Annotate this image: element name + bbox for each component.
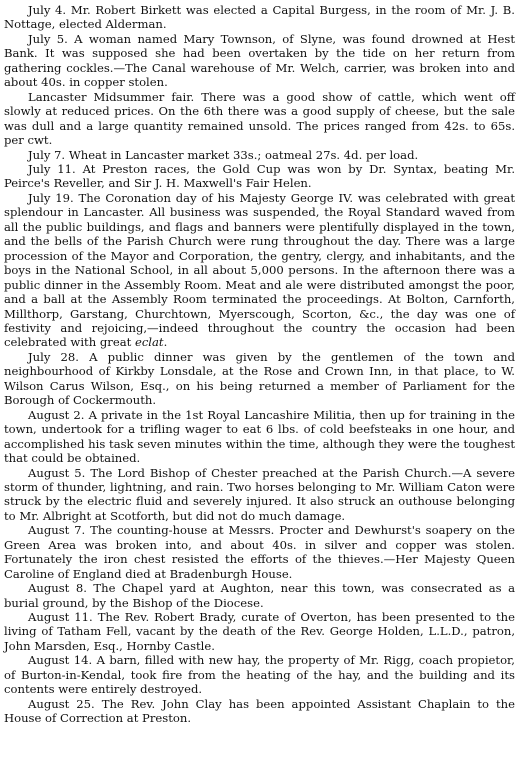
entry-august-25 bbox=[4, 697, 515, 726]
entry-july-19 bbox=[4, 191, 515, 350]
entry-text: Mr. Robert Birkett was elected a Capital Burgess, in the room of Mr. J. B. Nottage, elected Alderman. bbox=[4, 3, 515, 32]
entry-date: July 28. bbox=[28, 349, 79, 364]
entry-italic-word: eclat bbox=[134, 335, 164, 350]
entry-midsummer-fair bbox=[4, 90, 515, 148]
entry-text: The Rev. Robert Brady, curate of Overton, has been presented to the living of Tatham Fell, vacant by the death of the Rev. George Holden, L.L.D., patron, John Marsden, Esq., Hornby Castle. bbox=[4, 610, 515, 653]
entry-date: July 4. bbox=[28, 3, 67, 17]
entry-august-7 bbox=[4, 523, 515, 581]
entry-date: July 19. bbox=[28, 190, 74, 205]
entry-date: July 5. bbox=[28, 31, 68, 46]
entry-july-28 bbox=[4, 350, 515, 408]
entry-date: August 5. bbox=[28, 465, 86, 480]
entry-date: July 11. bbox=[28, 161, 76, 176]
entry-tail: . bbox=[163, 335, 168, 350]
entry-july-4 bbox=[4, 3, 515, 32]
entry-text: Lancaster Midsummer fair. There was a good show of cattle, which went off slowly at reduced prices. On the 6th there was a good supply of cheese, but the sale was dull and a large quantity remained unsold. The prices ranged from 42s. to 65s. per cwt. bbox=[4, 89, 515, 148]
entry-text: The Lord Bishop of Chester preached at the Parish Church.—A severe storm of thunder, lightning, and rain. Two horses belonging to Mr. William Caton were struck by the electric fluid and severely injured. It also struck an outhouse belonging to Mr. Albright at Scotforth, but did not do much damage. bbox=[4, 465, 515, 523]
entry-text: A public dinner was given by the gentlemen of the town and neighbourhood of Kirkby Lonsdale, at the Rose and Crown Inn, in that place, to W. Wilson Carus Wilson, Esq., on his being returned a member of Parliament for the Borough of Cockermouth. bbox=[4, 349, 515, 408]
entry-date: August 8. bbox=[28, 581, 87, 596]
entry-text: A barn, filled with new hay, the property of Mr. Rigg, coach propietor, of Burton-in-Kendal, took fire from the heating of the hay, and the building and its contents were entirely destroyed. bbox=[4, 653, 515, 697]
entry-date: August 25. bbox=[28, 696, 95, 711]
entry-text: The counting-house at Messrs. Procter and Dewhurst's soapery on the Green Area was broken into, and about 40s. in silver and copper was stolen. Fortunately the iron chest resisted the efforts of the thieves.—Her Majesty Queen Caroline of England died at Bradenburgh House. bbox=[4, 523, 516, 581]
entry-august-2 bbox=[4, 408, 515, 466]
entry-july-5 bbox=[4, 32, 515, 90]
entry-text: A private in the 1st Royal Lancashire Militia, then up for training in the town, undertook for a trifling wager to eat 6 lbs. of cold beefsteaks in one hour, and accomplished his task seven minutes within the time, although they were the toughest that could be obtained. bbox=[4, 407, 515, 466]
entry-date: August 14. bbox=[28, 653, 93, 668]
entry-text: The Rev. John Clay has been appointed Assistant Chaplain to the House of Correction at Preston. bbox=[4, 696, 515, 726]
entry-august-11 bbox=[4, 610, 515, 653]
entry-august-8 bbox=[4, 581, 515, 610]
entry-july-7 bbox=[4, 148, 515, 162]
entry-text: A woman named Mary Townson, of Slyne, was found drowned at Hest Bank. It was supposed she had been overtaken by the tide on her return from gathering cockles.—The Canal warehouse of Mr. Welch, carrier, was broken into and about 40s. in copper stolen. bbox=[4, 31, 515, 90]
entry-july-11 bbox=[4, 162, 515, 191]
entry-date: August 2. bbox=[28, 407, 85, 422]
entry-text: Wheat in Lancaster market 33s.; oatmeal 27s. 4d. per load. bbox=[68, 147, 419, 162]
entry-date: July 7. bbox=[28, 147, 66, 162]
entry-text: The Coronation day of his Majesty George IV. was celebrated with great splendour in Lancaster. All business was suspended, the Royal Standard waved from all the public buildings, and flags and banners were plentifully displayed in the town, and the bells of the Parish Church were rung throughout the day. There was a large procession of the Mayor and Corporation, the gentry, clergy, and inhabitants, and the boys in the National School, in all about 5,000 persons. In the afternoon there was a public dinner in the Assembly Room. Meat and ale were distributed amongst the poor, and a ball at the Assembly Room terminated the proceedings. At Bolton, Carnforth, Millthorp, Garstang, Churchtown, Myerscough, Scorton, &c., the day was one of festivity and rejoicing,—indeed throughout the country the occasion had been celebrated with great bbox=[4, 190, 516, 350]
entry-text: The Chapel yard at Aughton, near this town, was consecrated as a burial ground, by the Bishop of the Diocese. bbox=[4, 581, 515, 610]
entry-august-14 bbox=[4, 653, 515, 696]
entry-date: August 11. bbox=[28, 610, 93, 625]
entry-date: August 7. bbox=[28, 523, 86, 538]
entry-text: At Preston races, the Gold Cup was won by Dr. Syntax, beating Mr. Peirce's Reveller, and Sir J. H. Maxwell's Fair Helen. bbox=[4, 161, 516, 191]
entry-august-5 bbox=[4, 466, 515, 524]
